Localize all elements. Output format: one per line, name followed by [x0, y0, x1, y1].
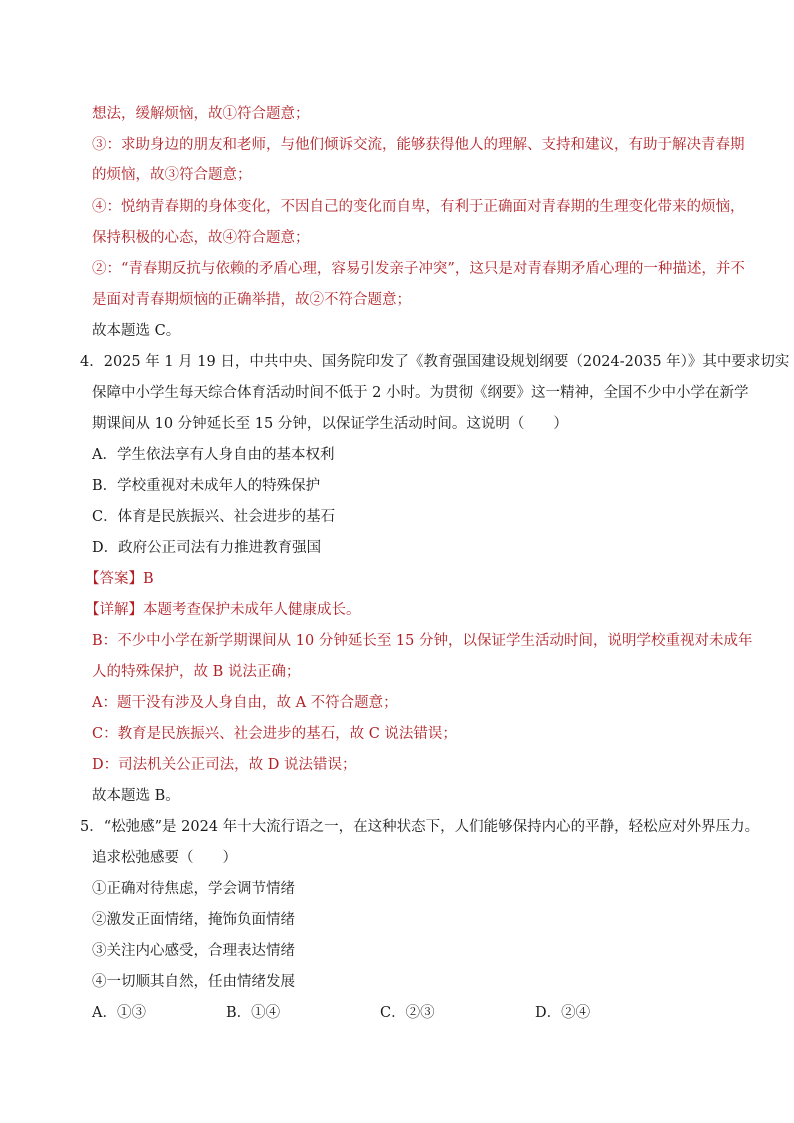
- q4-conclusion: 故本题选 B。: [92, 788, 180, 804]
- q5-option-c: C．②③: [380, 1005, 435, 1021]
- q3-explanation-line: ④：悦纳青春期的身体变化，不因自己的变化而自卑，有利于正确面对青春期的生理变化带来的烦恼，: [92, 199, 745, 215]
- q5-stem-line: 追求松弛感要（ ）: [92, 850, 237, 866]
- q4-option-a: A．学生依法享有人身自由的基本权利: [92, 447, 335, 463]
- q3-explanation-line: 想法，缓解烦恼，故①符合题意；: [92, 106, 310, 122]
- q3-explanation-line: ②：“青春期反抗与依赖的矛盾心理，容易引发亲子冲突”，这只是对青春期矛盾心理的一种描述，并不: [92, 261, 745, 277]
- q4-option-c: C．体育是民族振兴、社会进步的基石: [92, 509, 336, 525]
- q5-stem-line: 5．“松弛感”是 2024 年十大流行语之一，在这种状态下，人们能够保持内心的平静，轻松应对外界压力。: [80, 819, 760, 835]
- answer-tag: 【答案】: [85, 571, 143, 587]
- q3-explanation-line: 保持积极的心态，故④符合题意；: [92, 230, 310, 246]
- q4-explanation-line: A：题干没有涉及人身自由，故 A 不符合题意；: [92, 695, 398, 711]
- q4-stem-line: 4．2025 年 1 月 19 日，中共中央、国务院印发了《教育强国建设规划纲要（2024-2035 年）》其中要求切实: [80, 354, 790, 370]
- q3-conclusion: 故本题选 C。: [92, 323, 181, 339]
- q5-option-b: B．①④: [226, 1005, 281, 1021]
- q4-explanation-line: 人的特殊保护，故 B 说法正确；: [92, 664, 301, 680]
- q4-explanation-line: B：不少中小学在新学期课间从 10 分钟延长至 15 分钟，以保证学生活动时间，说明学校重视对未成年: [92, 633, 753, 649]
- q5-statement-3: ③关注内心感受，合理表达情绪: [92, 943, 295, 959]
- q3-explanation-line: 是面对青春期烦恼的正确举措，故②不符合题意；: [92, 292, 411, 308]
- q5-option-a: A．①③: [92, 1005, 146, 1021]
- answer-value: B: [143, 571, 154, 587]
- q3-explanation-line: 的烦恼，故③符合题意；: [92, 167, 252, 183]
- detail-tag: 【详解】: [85, 602, 143, 618]
- q4-explanation-line: C：教育是民族振兴、社会进步的基石，故 C 说法错误；: [92, 726, 457, 742]
- q4-option-b: B．学校重视对未成年人的特殊保护: [92, 478, 321, 494]
- q4-stem-line: 保障中小学生每天综合体育活动时间不低于 2 小时。为贯彻《纲要》这一精神，全国不少中小学在新学: [92, 385, 749, 401]
- q4-explanation-line: D：司法机关公正司法，故 D 说法错误；: [92, 757, 357, 773]
- q4-detail: [85, 600, 361, 620]
- detail-text: 本题考查保护未成年人健康成长。: [143, 602, 361, 618]
- q4-stem-line: 期课间从 10 分钟延长至 15 分钟，以保证学生活动时间。这说明（ ）: [92, 416, 568, 432]
- q5-statement-1: ①正确对待焦虑，学会调节情绪: [92, 881, 295, 897]
- q4-option-d: D．政府公正司法有力推进教育强国: [92, 540, 322, 556]
- q4-answer: [85, 569, 154, 589]
- q5-statement-4: ④一切顺其自然，任由情绪发展: [92, 974, 295, 990]
- q3-explanation-line: ③：求助身边的朋友和老师，与他们倾诉交流，能够获得他人的理解、支持和建议，有助于解决青春期: [92, 137, 745, 153]
- q5-statement-2: ②激发正面情绪，掩饰负面情绪: [92, 912, 295, 928]
- q5-option-d: D．②④: [535, 1005, 591, 1021]
